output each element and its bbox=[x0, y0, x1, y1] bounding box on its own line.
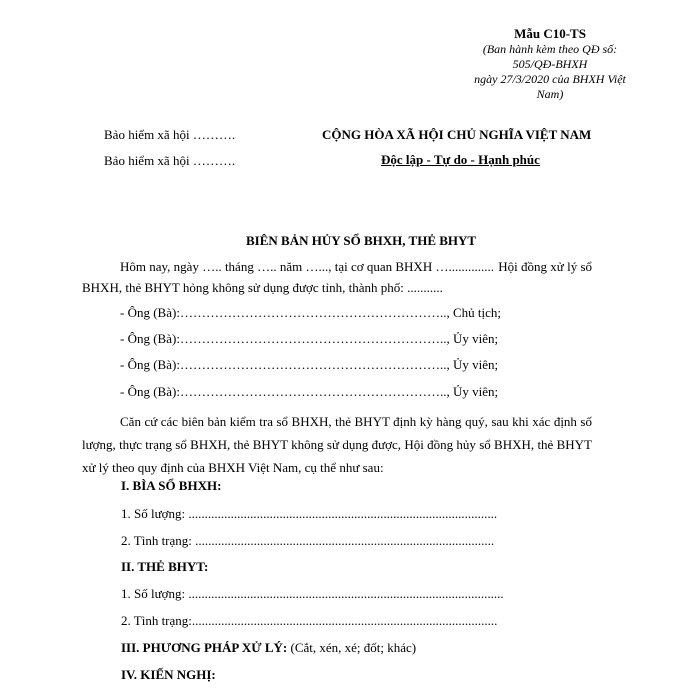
member-prefix: - Ông (Bà): bbox=[120, 331, 180, 346]
intro-line-1-right: Hội đồng xử lý sổ bbox=[498, 259, 592, 274]
section-1-condition: 2. Tình trạng: ............................................................................................ bbox=[121, 533, 495, 548]
issued-note-line4: Nam) bbox=[536, 87, 564, 101]
basis-paragraph: Căn cứ các biên bản kiểm tra sổ BHXH, thẻ BHYT định kỳ hàng quý, sau khi xác định số lượng, thực trạng sổ BHXH, thẻ BHYT không sử dụng được, Hội đồng hủy sổ BHXH, thẻ BHYT xử lý theo quy định của BHXH Việt Nam, cụ thể như sau: bbox=[82, 414, 592, 475]
member-role: Chủ tịch; bbox=[452, 305, 501, 320]
member-row bbox=[120, 331, 498, 347]
intro-paragraph bbox=[82, 259, 592, 296]
national-motto: Độc lập - Tự do - Hạnh phúc bbox=[381, 152, 540, 167]
section-4-heading: IV. KIẾN NGHỊ: bbox=[121, 667, 216, 682]
national-title: CỘNG HÒA XÃ HỘI CHỦ NGHĨA VIỆT NAM bbox=[322, 127, 592, 142]
intro-line-1 bbox=[82, 259, 592, 275]
member-role: Ủy viên; bbox=[452, 331, 499, 346]
issued-note-line3: ngày 27/3/2020 của BHXH Việt bbox=[474, 72, 626, 86]
member-dots: …………………………………………………….., bbox=[179, 357, 450, 372]
member-prefix: - Ông (Bà): bbox=[120, 305, 180, 320]
member-row bbox=[120, 384, 498, 400]
section-2-condition: 2. Tình trạng:.............................................................................................. bbox=[121, 613, 498, 628]
member-prefix: - Ông (Bà): bbox=[120, 357, 180, 372]
member-prefix: - Ông (Bà): bbox=[120, 384, 180, 399]
member-dots: …………………………………………………….., bbox=[179, 384, 450, 399]
section-3-options: (Cắt, xén, xé; đốt; khác) bbox=[287, 640, 417, 655]
section-3-heading: III. PHƯƠNG PHÁP XỬ LÝ: bbox=[121, 640, 288, 655]
member-role: Ủy viên; bbox=[452, 357, 499, 372]
issued-note-line1: (Ban hành kèm theo QĐ số: bbox=[482, 42, 618, 56]
member-dots: …………………………………………………….., bbox=[179, 331, 450, 346]
document-title: BIÊN BẢN HỦY SỔ BHXH, THẺ BHYT bbox=[246, 233, 477, 248]
intro-line-2: BHXH, thẻ BHYT hỏng không sử dụng được tỉnh, thành phố: ........... bbox=[82, 280, 443, 295]
form-code: Mẫu C10-TS bbox=[514, 26, 586, 41]
member-row bbox=[120, 305, 501, 321]
member-row bbox=[120, 357, 498, 373]
agency-line-1: Bảo hiểm xã hội ………. bbox=[104, 127, 236, 142]
section-1-heading: I. BÌA SỔ BHXH: bbox=[121, 478, 222, 493]
member-dots: …………………………………………………….., bbox=[179, 305, 450, 320]
agency-line-2: Bảo hiểm xã hội ………. bbox=[104, 153, 236, 168]
member-role: Ủy viên; bbox=[452, 384, 499, 399]
section-1-quantity: 1. Số lượng: ............................................................................................... bbox=[121, 506, 498, 521]
section-3 bbox=[121, 640, 416, 656]
issued-note-line2: 505/QĐ-BHXH bbox=[512, 57, 588, 71]
intro-line-1-left: Hôm nay, ngày ….. tháng ….. năm …..., tại cơ quan BHXH ….............. bbox=[120, 259, 494, 274]
form-code-block bbox=[460, 26, 640, 102]
section-2-quantity: 1. Số lượng: ................................................................................................. bbox=[121, 586, 504, 601]
section-2-heading: II. THẺ BHYT: bbox=[121, 559, 209, 574]
